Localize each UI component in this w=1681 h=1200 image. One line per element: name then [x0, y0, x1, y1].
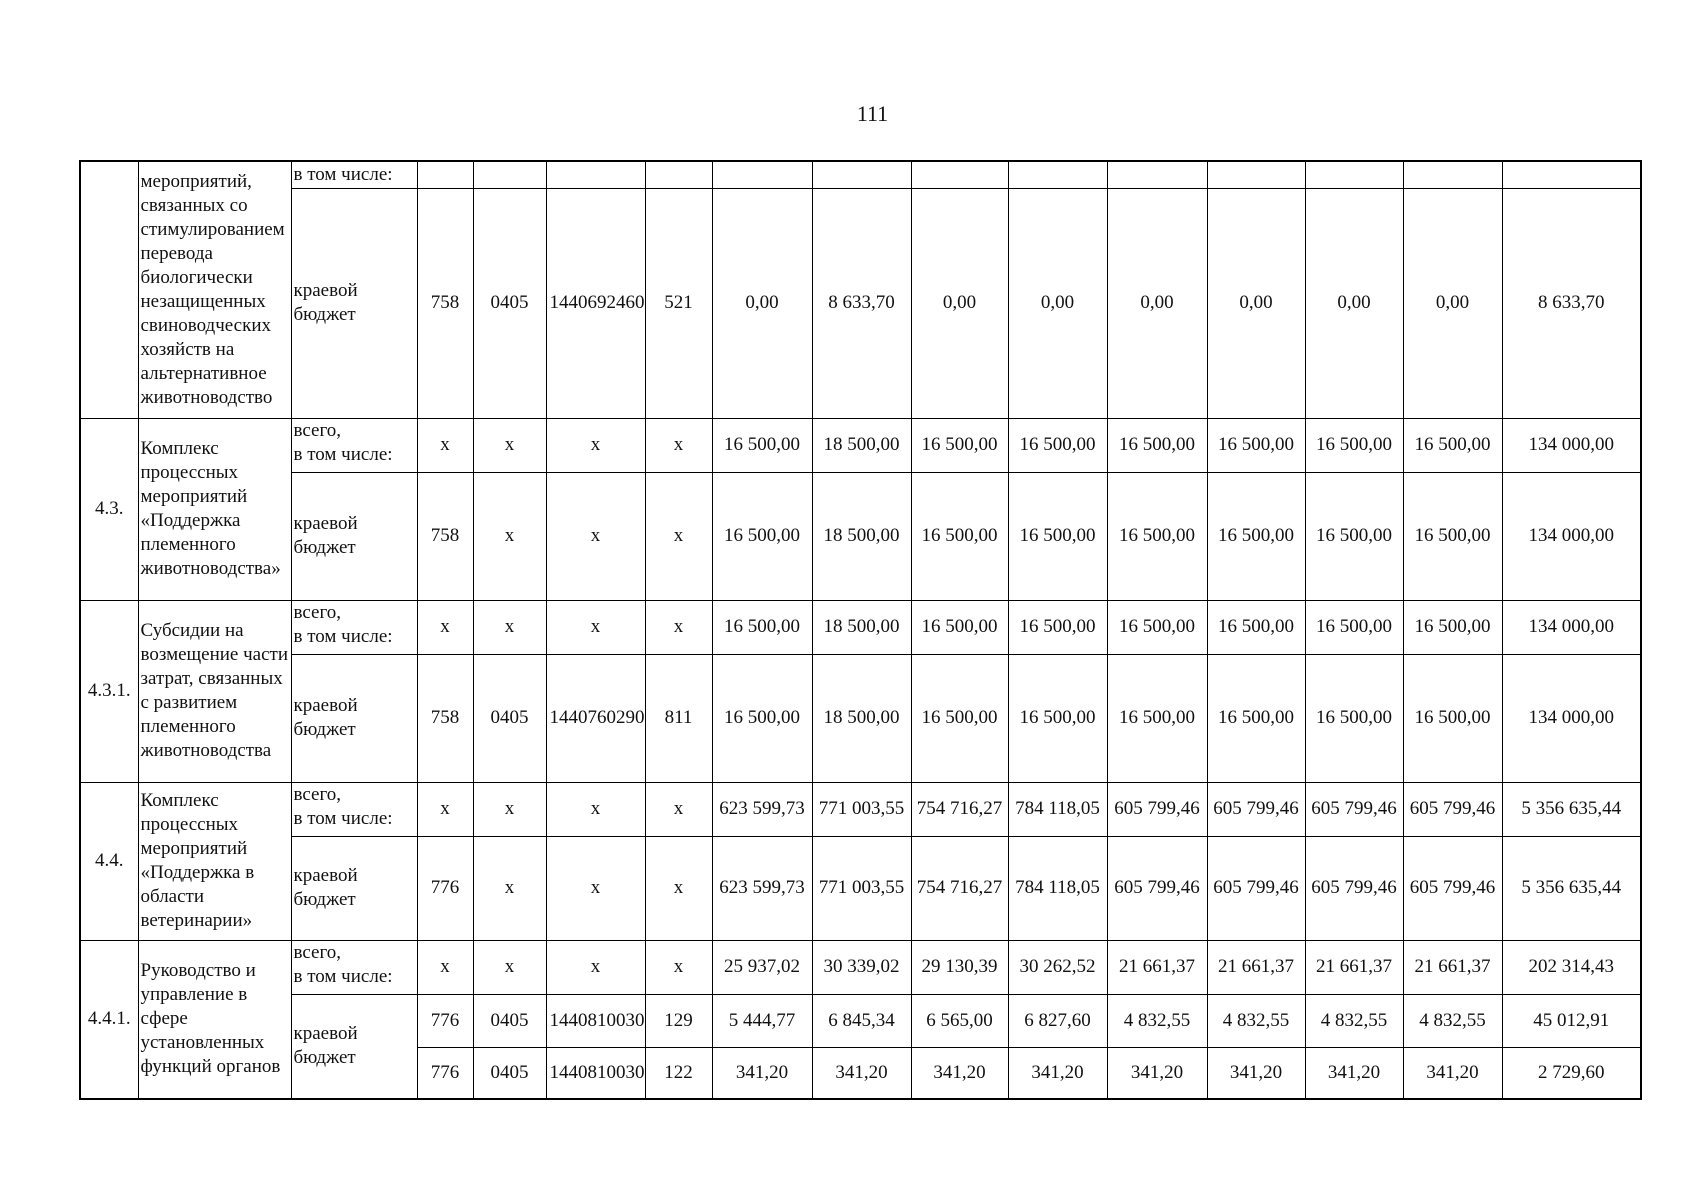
value-cell: 341,20	[712, 1047, 812, 1099]
x-cell: х	[473, 600, 546, 654]
value-cell: 4 832,55	[1305, 994, 1403, 1047]
value-cell: 6 565,00	[911, 994, 1008, 1047]
value-cell: 5 444,77	[712, 994, 812, 1047]
empty-cell	[1107, 161, 1207, 188]
source-label: всего, в том числе:	[291, 940, 417, 994]
value-cell: 6 845,34	[812, 994, 911, 1047]
value-cell: 25 937,02	[712, 940, 812, 994]
value-cell: 605 799,46	[1305, 836, 1403, 940]
value-cell: 16 500,00	[1305, 654, 1403, 782]
value-cell: 16 500,00	[911, 600, 1008, 654]
empty-cell	[1403, 161, 1502, 188]
source-label: в том числе:	[291, 161, 417, 188]
value-cell: 16 500,00	[911, 654, 1008, 782]
value-cell: 16 500,00	[1008, 600, 1107, 654]
value-cell: 16 500,00	[1403, 472, 1502, 600]
value-cell: 5 356 635,44	[1502, 836, 1641, 940]
value-cell: 16 500,00	[1107, 654, 1207, 782]
table-row	[80, 782, 1641, 836]
x-cell: х	[546, 782, 645, 836]
grbs-code: 758	[417, 654, 473, 782]
value-cell: 341,20	[1008, 1047, 1107, 1099]
rzpr-code: 0405	[473, 994, 546, 1047]
csr-code: 1440810030	[546, 994, 645, 1047]
vr-code: 122	[645, 1047, 712, 1099]
value-cell: 0,00	[911, 188, 1008, 418]
csr-code: 1440810030	[546, 1047, 645, 1099]
value-cell: 16 500,00	[911, 472, 1008, 600]
value-cell: 341,20	[1403, 1047, 1502, 1099]
x-cell: х	[645, 600, 712, 654]
empty-cell	[911, 161, 1008, 188]
vr-code: 811	[645, 654, 712, 782]
vr-code: 129	[645, 994, 712, 1047]
value-cell: 341,20	[812, 1047, 911, 1099]
x-cell: х	[473, 836, 546, 940]
activity-name: Руководство и управление в сфере установленных функций органов	[138, 940, 291, 1099]
row-number-cell: 4.3.1.	[80, 600, 138, 782]
x-cell: х	[546, 940, 645, 994]
budget-table	[79, 160, 1642, 1100]
empty-cell	[1502, 161, 1641, 188]
value-cell: 16 500,00	[1107, 600, 1207, 654]
table-row	[80, 940, 1641, 994]
value-cell: 18 500,00	[812, 654, 911, 782]
value-cell: 21 661,37	[1403, 940, 1502, 994]
grbs-code: 776	[417, 836, 473, 940]
value-cell: 8 633,70	[1502, 188, 1641, 418]
value-cell: 18 500,00	[812, 600, 911, 654]
value-cell: 21 661,37	[1107, 940, 1207, 994]
value-cell: 754 716,27	[911, 836, 1008, 940]
value-cell: 18 500,00	[812, 418, 911, 472]
grbs-code: 758	[417, 472, 473, 600]
table-row	[80, 836, 1641, 940]
row-number-cell: 4.4.	[80, 782, 138, 940]
value-cell: 202 314,43	[1502, 940, 1641, 994]
source-label: всего, в том числе:	[291, 418, 417, 472]
value-cell: 16 500,00	[712, 600, 812, 654]
activity-name: Комплекс процессных мероприятий «Поддержка племенного животноводства»	[138, 418, 291, 600]
value-cell: 341,20	[1305, 1047, 1403, 1099]
x-cell: х	[546, 472, 645, 600]
value-cell: 341,20	[911, 1047, 1008, 1099]
value-cell: 623 599,73	[712, 782, 812, 836]
source-label: краевой бюджет	[291, 836, 417, 940]
value-cell: 16 500,00	[1008, 654, 1107, 782]
value-cell: 16 500,00	[911, 418, 1008, 472]
vr-code: 521	[645, 188, 712, 418]
value-cell: 0,00	[1403, 188, 1502, 418]
value-cell: 18 500,00	[812, 472, 911, 600]
value-cell: 45 012,91	[1502, 994, 1641, 1047]
empty-cell	[1207, 161, 1305, 188]
rzpr-code: 0405	[473, 1047, 546, 1099]
x-cell: х	[645, 418, 712, 472]
empty-cell	[546, 161, 645, 188]
x-cell: х	[473, 782, 546, 836]
table-row	[80, 472, 1641, 600]
table-row	[80, 188, 1641, 418]
x-cell: х	[645, 940, 712, 994]
value-cell: 16 500,00	[1207, 418, 1305, 472]
value-cell: 0,00	[712, 188, 812, 418]
x-cell: х	[645, 782, 712, 836]
source-label: краевой бюджет	[291, 472, 417, 600]
activity-name: Субсидии на возмещение части затрат, связанных с развитием племенного животноводства	[138, 600, 291, 782]
table-row	[80, 418, 1641, 472]
value-cell: 623 599,73	[712, 836, 812, 940]
x-cell: х	[546, 600, 645, 654]
value-cell: 0,00	[1107, 188, 1207, 418]
value-cell: 16 500,00	[1207, 472, 1305, 600]
value-cell: 4 832,55	[1207, 994, 1305, 1047]
table-row	[80, 654, 1641, 782]
x-cell: х	[473, 418, 546, 472]
empty-cell	[473, 161, 546, 188]
activity-name: мероприятий, связанных со стимулированием перевода биологически незащищенных свиноводческих хозяйств на альтернативное животноводство	[138, 161, 291, 418]
value-cell: 605 799,46	[1207, 836, 1305, 940]
value-cell: 341,20	[1207, 1047, 1305, 1099]
value-cell: 16 500,00	[712, 654, 812, 782]
value-cell: 754 716,27	[911, 782, 1008, 836]
value-cell: 16 500,00	[1403, 654, 1502, 782]
value-cell: 605 799,46	[1207, 782, 1305, 836]
value-cell: 784 118,05	[1008, 836, 1107, 940]
value-cell: 2 729,60	[1502, 1047, 1641, 1099]
value-cell: 8 633,70	[812, 188, 911, 418]
value-cell: 784 118,05	[1008, 782, 1107, 836]
activity-name: Комплекс процессных мероприятий «Поддержка в области ветеринарии»	[138, 782, 291, 940]
value-cell: 771 003,55	[812, 782, 911, 836]
value-cell: 5 356 635,44	[1502, 782, 1641, 836]
value-cell: 16 500,00	[1305, 472, 1403, 600]
row-number-cell	[80, 161, 138, 418]
value-cell: 16 500,00	[1207, 600, 1305, 654]
value-cell: 16 500,00	[1107, 418, 1207, 472]
value-cell: 0,00	[1008, 188, 1107, 418]
value-cell: 29 130,39	[911, 940, 1008, 994]
value-cell: 134 000,00	[1502, 418, 1641, 472]
csr-code: 1440760290	[546, 654, 645, 782]
csr-code: 1440692460	[546, 188, 645, 418]
x-cell: х	[645, 472, 712, 600]
value-cell: 134 000,00	[1502, 600, 1641, 654]
value-cell: 16 500,00	[712, 472, 812, 600]
grbs-code: 758	[417, 188, 473, 418]
x-cell: х	[417, 600, 473, 654]
row-number-cell: 4.3.	[80, 418, 138, 600]
page-number: 111	[856, 101, 889, 126]
value-cell: 134 000,00	[1502, 654, 1641, 782]
source-label: краевой бюджет	[291, 188, 417, 418]
table-row	[80, 600, 1641, 654]
value-cell: 605 799,46	[1403, 836, 1502, 940]
x-cell: х	[417, 418, 473, 472]
x-cell: х	[546, 836, 645, 940]
source-label: краевой бюджет	[291, 994, 417, 1099]
value-cell: 16 500,00	[1008, 418, 1107, 472]
table-row	[80, 994, 1641, 1047]
value-cell: 605 799,46	[1305, 782, 1403, 836]
x-cell: х	[645, 836, 712, 940]
source-label: всего, в том числе:	[291, 600, 417, 654]
x-cell: х	[473, 472, 546, 600]
value-cell: 6 827,60	[1008, 994, 1107, 1047]
empty-cell	[417, 161, 473, 188]
table-row	[80, 161, 1641, 188]
x-cell: х	[417, 782, 473, 836]
rzpr-code: 0405	[473, 188, 546, 418]
value-cell: 771 003,55	[812, 836, 911, 940]
value-cell: 16 500,00	[1305, 600, 1403, 654]
value-cell: 21 661,37	[1305, 940, 1403, 994]
x-cell: х	[473, 940, 546, 994]
empty-cell	[645, 161, 712, 188]
value-cell: 0,00	[1305, 188, 1403, 418]
value-cell: 16 500,00	[712, 418, 812, 472]
value-cell: 16 500,00	[1403, 418, 1502, 472]
value-cell: 16 500,00	[1403, 600, 1502, 654]
value-cell: 341,20	[1107, 1047, 1207, 1099]
value-cell: 21 661,37	[1207, 940, 1305, 994]
value-cell: 16 500,00	[1008, 472, 1107, 600]
grbs-code: 776	[417, 1047, 473, 1099]
value-cell: 4 832,55	[1403, 994, 1502, 1047]
value-cell: 16 500,00	[1305, 418, 1403, 472]
value-cell: 30 262,52	[1008, 940, 1107, 994]
value-cell: 16 500,00	[1107, 472, 1207, 600]
rzpr-code: 0405	[473, 654, 546, 782]
value-cell: 605 799,46	[1403, 782, 1502, 836]
empty-cell	[1008, 161, 1107, 188]
x-cell: х	[417, 940, 473, 994]
source-label: всего, в том числе:	[291, 782, 417, 836]
empty-cell	[1305, 161, 1403, 188]
x-cell: х	[546, 418, 645, 472]
source-label: краевой бюджет	[291, 654, 417, 782]
empty-cell	[712, 161, 812, 188]
value-cell: 30 339,02	[812, 940, 911, 994]
value-cell: 4 832,55	[1107, 994, 1207, 1047]
value-cell: 605 799,46	[1107, 836, 1207, 940]
value-cell: 134 000,00	[1502, 472, 1641, 600]
grbs-code: 776	[417, 994, 473, 1047]
value-cell: 16 500,00	[1207, 654, 1305, 782]
value-cell: 605 799,46	[1107, 782, 1207, 836]
row-number-cell: 4.4.1.	[80, 940, 138, 1099]
empty-cell	[812, 161, 911, 188]
value-cell: 0,00	[1207, 188, 1305, 418]
